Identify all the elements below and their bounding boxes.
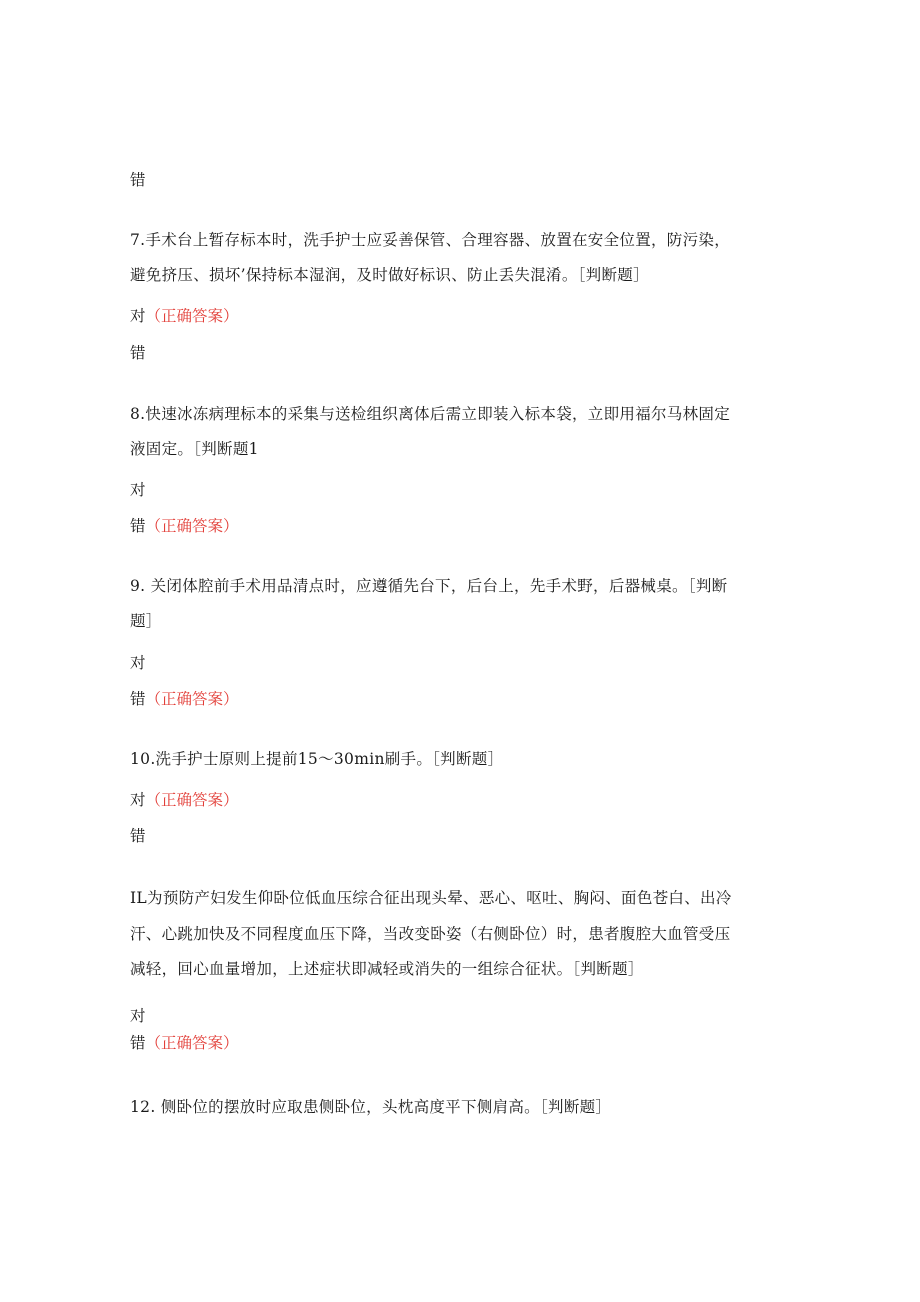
option-label: 错	[130, 344, 146, 362]
option-label: 对	[130, 791, 146, 809]
question-8-line-1: 8.快速冰冻病理标本的采集与送检组织离体后需立即装入标本袋，立即用福尔马林固定	[130, 405, 730, 423]
question-7-option-b	[130, 343, 146, 363]
question-10-option-a	[130, 790, 239, 810]
prev-question-option-b	[130, 170, 146, 190]
option-label: 对	[130, 307, 146, 325]
question-11-line-3: 减轻，回心血量增加，上述症状即减轻或消失的一组综合征状。［判断题］	[130, 960, 644, 978]
option-label: 对	[130, 481, 146, 499]
question-9-line-1: 9. 关闭体腔前手术用品清点时，应遵循先台下，后台上，先手术野，后器械桌。［判断	[130, 577, 728, 595]
question-7-line-1: 7.手术台上暂存标本时，洗手护士应妥善保管、合理容器、放置在安全位置，防污染，	[130, 231, 730, 249]
correct-answer-mark: （正确答案）	[145, 307, 239, 325]
option-label: 错	[130, 1034, 146, 1052]
correct-answer-mark: （正确答案）	[145, 517, 239, 535]
question-9-line-2: 题］	[130, 612, 162, 630]
question-11-line-2: 汗、心跳加快及不同程度血压下降，当改变卧姿（右侧卧位）时，患者腹腔大血管受压	[130, 925, 731, 943]
correct-answer-mark: （正确答案）	[145, 1034, 239, 1052]
question-12-line-1: 12. 侧卧位的摆放时应取患侧卧位，头枕高度平下侧肩高。［判断题］	[130, 1098, 612, 1116]
question-8-option-a	[130, 480, 146, 500]
question-7-line-2: 避免挤压、损坏’保持标本湿润，及时做好标识、防止丢失混淆。［判断题］	[130, 266, 649, 284]
option-label: 错	[130, 827, 146, 845]
correct-answer-mark: （正确答案）	[145, 690, 239, 708]
option-label: 对	[130, 654, 146, 672]
option-label: 错	[130, 171, 146, 189]
question-11-option-b	[130, 1033, 239, 1053]
option-label: 错	[130, 517, 146, 535]
option-label: 错	[130, 690, 146, 708]
option-label: 对	[130, 1007, 146, 1025]
question-11-line-1: IL为预防产妇发生仰卧位低血压综合征出现头晕、恶心、呕吐、胸闷、面色苍白、出冷	[130, 889, 732, 907]
question-10-option-b	[130, 826, 146, 846]
question-7-option-a	[130, 306, 239, 326]
question-10-line-1: 10.洗手护士原则上提前15～30min刷手。［判断题］	[130, 750, 504, 768]
question-9-option-a	[130, 653, 146, 673]
question-9-option-b	[130, 689, 239, 709]
question-8-option-b	[130, 516, 239, 536]
question-8-line-2: 液固定。［判断题1	[130, 440, 259, 458]
question-11-option-a	[130, 1006, 146, 1026]
correct-answer-mark: （正确答案）	[145, 791, 239, 809]
